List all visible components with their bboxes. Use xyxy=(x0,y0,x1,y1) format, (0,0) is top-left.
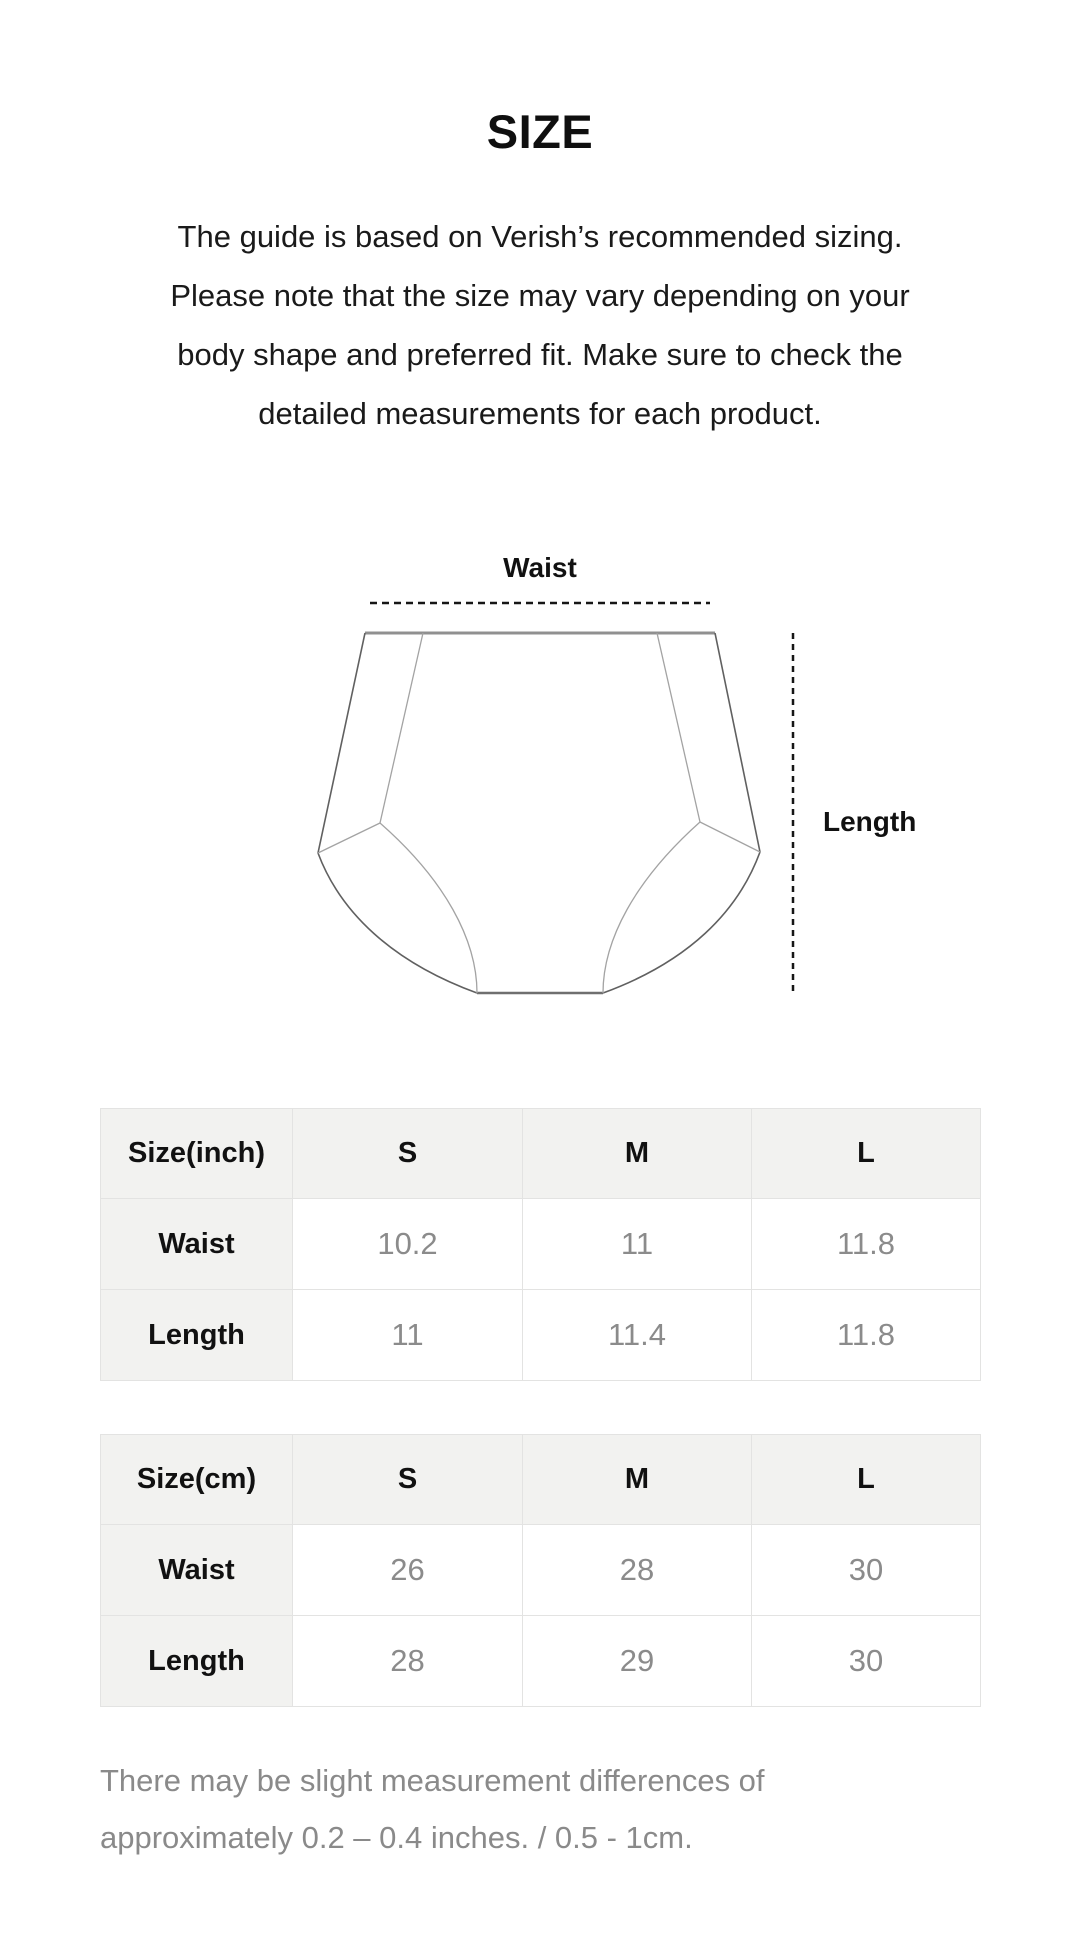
underwear-diagram xyxy=(0,520,1080,1020)
intro-paragraph xyxy=(0,207,1080,443)
intro-line-3: body shape and preferred fit. Make sure to check the xyxy=(177,337,903,372)
page-title: SIZE xyxy=(486,105,594,158)
intro-line-2: Please note that the size may vary depending on your xyxy=(170,278,910,313)
table-corner-cell: Size(cm) xyxy=(101,1435,293,1525)
table-row-waist xyxy=(101,1199,981,1290)
size-table-cm xyxy=(100,1434,981,1707)
garment-left-leg-inner-curve xyxy=(380,823,477,993)
garment-right-panel-seam xyxy=(657,633,700,822)
value-cell: 11.4 xyxy=(523,1290,752,1381)
table-header-row xyxy=(101,1435,981,1525)
garment-right-side-edge xyxy=(715,633,760,852)
size-column-header-s: S xyxy=(293,1109,523,1199)
disclaimer-line-1: There may be slight measurement differences of xyxy=(100,1763,765,1798)
size-column-header-m: M xyxy=(523,1435,752,1525)
size-table-inch xyxy=(100,1108,981,1381)
value-cell: 11 xyxy=(523,1199,752,1290)
size-column-header-l: L xyxy=(752,1435,981,1525)
intro-line-4: detailed measurements for each product. xyxy=(258,396,822,431)
underwear-line-drawing xyxy=(0,520,1080,1020)
row-label-waist: Waist xyxy=(101,1199,293,1290)
size-column-header-l: L xyxy=(752,1109,981,1199)
table-header-row xyxy=(101,1109,981,1199)
table-row-length xyxy=(101,1616,981,1707)
garment-right-leg-outer-curve xyxy=(603,852,760,993)
measurement-disclaimer xyxy=(100,1752,1000,1866)
garment-left-hip-seam xyxy=(318,823,380,853)
size-column-header-m: M xyxy=(523,1109,752,1199)
garment-left-panel-seam xyxy=(380,633,423,823)
garment-right-leg-inner-curve xyxy=(603,822,700,993)
value-cell: 26 xyxy=(293,1525,523,1616)
table-corner-cell: Size(inch) xyxy=(101,1109,293,1199)
table-row-length xyxy=(101,1290,981,1381)
value-cell: 28 xyxy=(293,1616,523,1707)
value-cell: 11.8 xyxy=(752,1199,981,1290)
waist-measure-label: Waist xyxy=(503,552,577,583)
value-cell: 28 xyxy=(523,1525,752,1616)
intro-line-1: The guide is based on Verish’s recommended sizing. xyxy=(177,219,903,254)
value-cell: 30 xyxy=(752,1525,981,1616)
value-cell: 10.2 xyxy=(293,1199,523,1290)
value-cell: 29 xyxy=(523,1616,752,1707)
table-row-waist xyxy=(101,1525,981,1616)
row-label-length: Length xyxy=(101,1290,293,1381)
value-cell: 30 xyxy=(752,1616,981,1707)
row-label-waist: Waist xyxy=(101,1525,293,1616)
garment-right-hip-seam xyxy=(700,822,760,852)
size-column-header-s: S xyxy=(293,1435,523,1525)
length-measure-label: Length xyxy=(823,806,917,837)
value-cell: 11.8 xyxy=(752,1290,981,1381)
garment-left-side-edge xyxy=(318,633,365,853)
disclaimer-line-2: approximately 0.2 – 0.4 inches. / 0.5 - 1cm. xyxy=(100,1820,693,1855)
row-label-length: Length xyxy=(101,1616,293,1707)
value-cell: 11 xyxy=(293,1290,523,1381)
garment-left-leg-outer-curve xyxy=(318,853,477,993)
